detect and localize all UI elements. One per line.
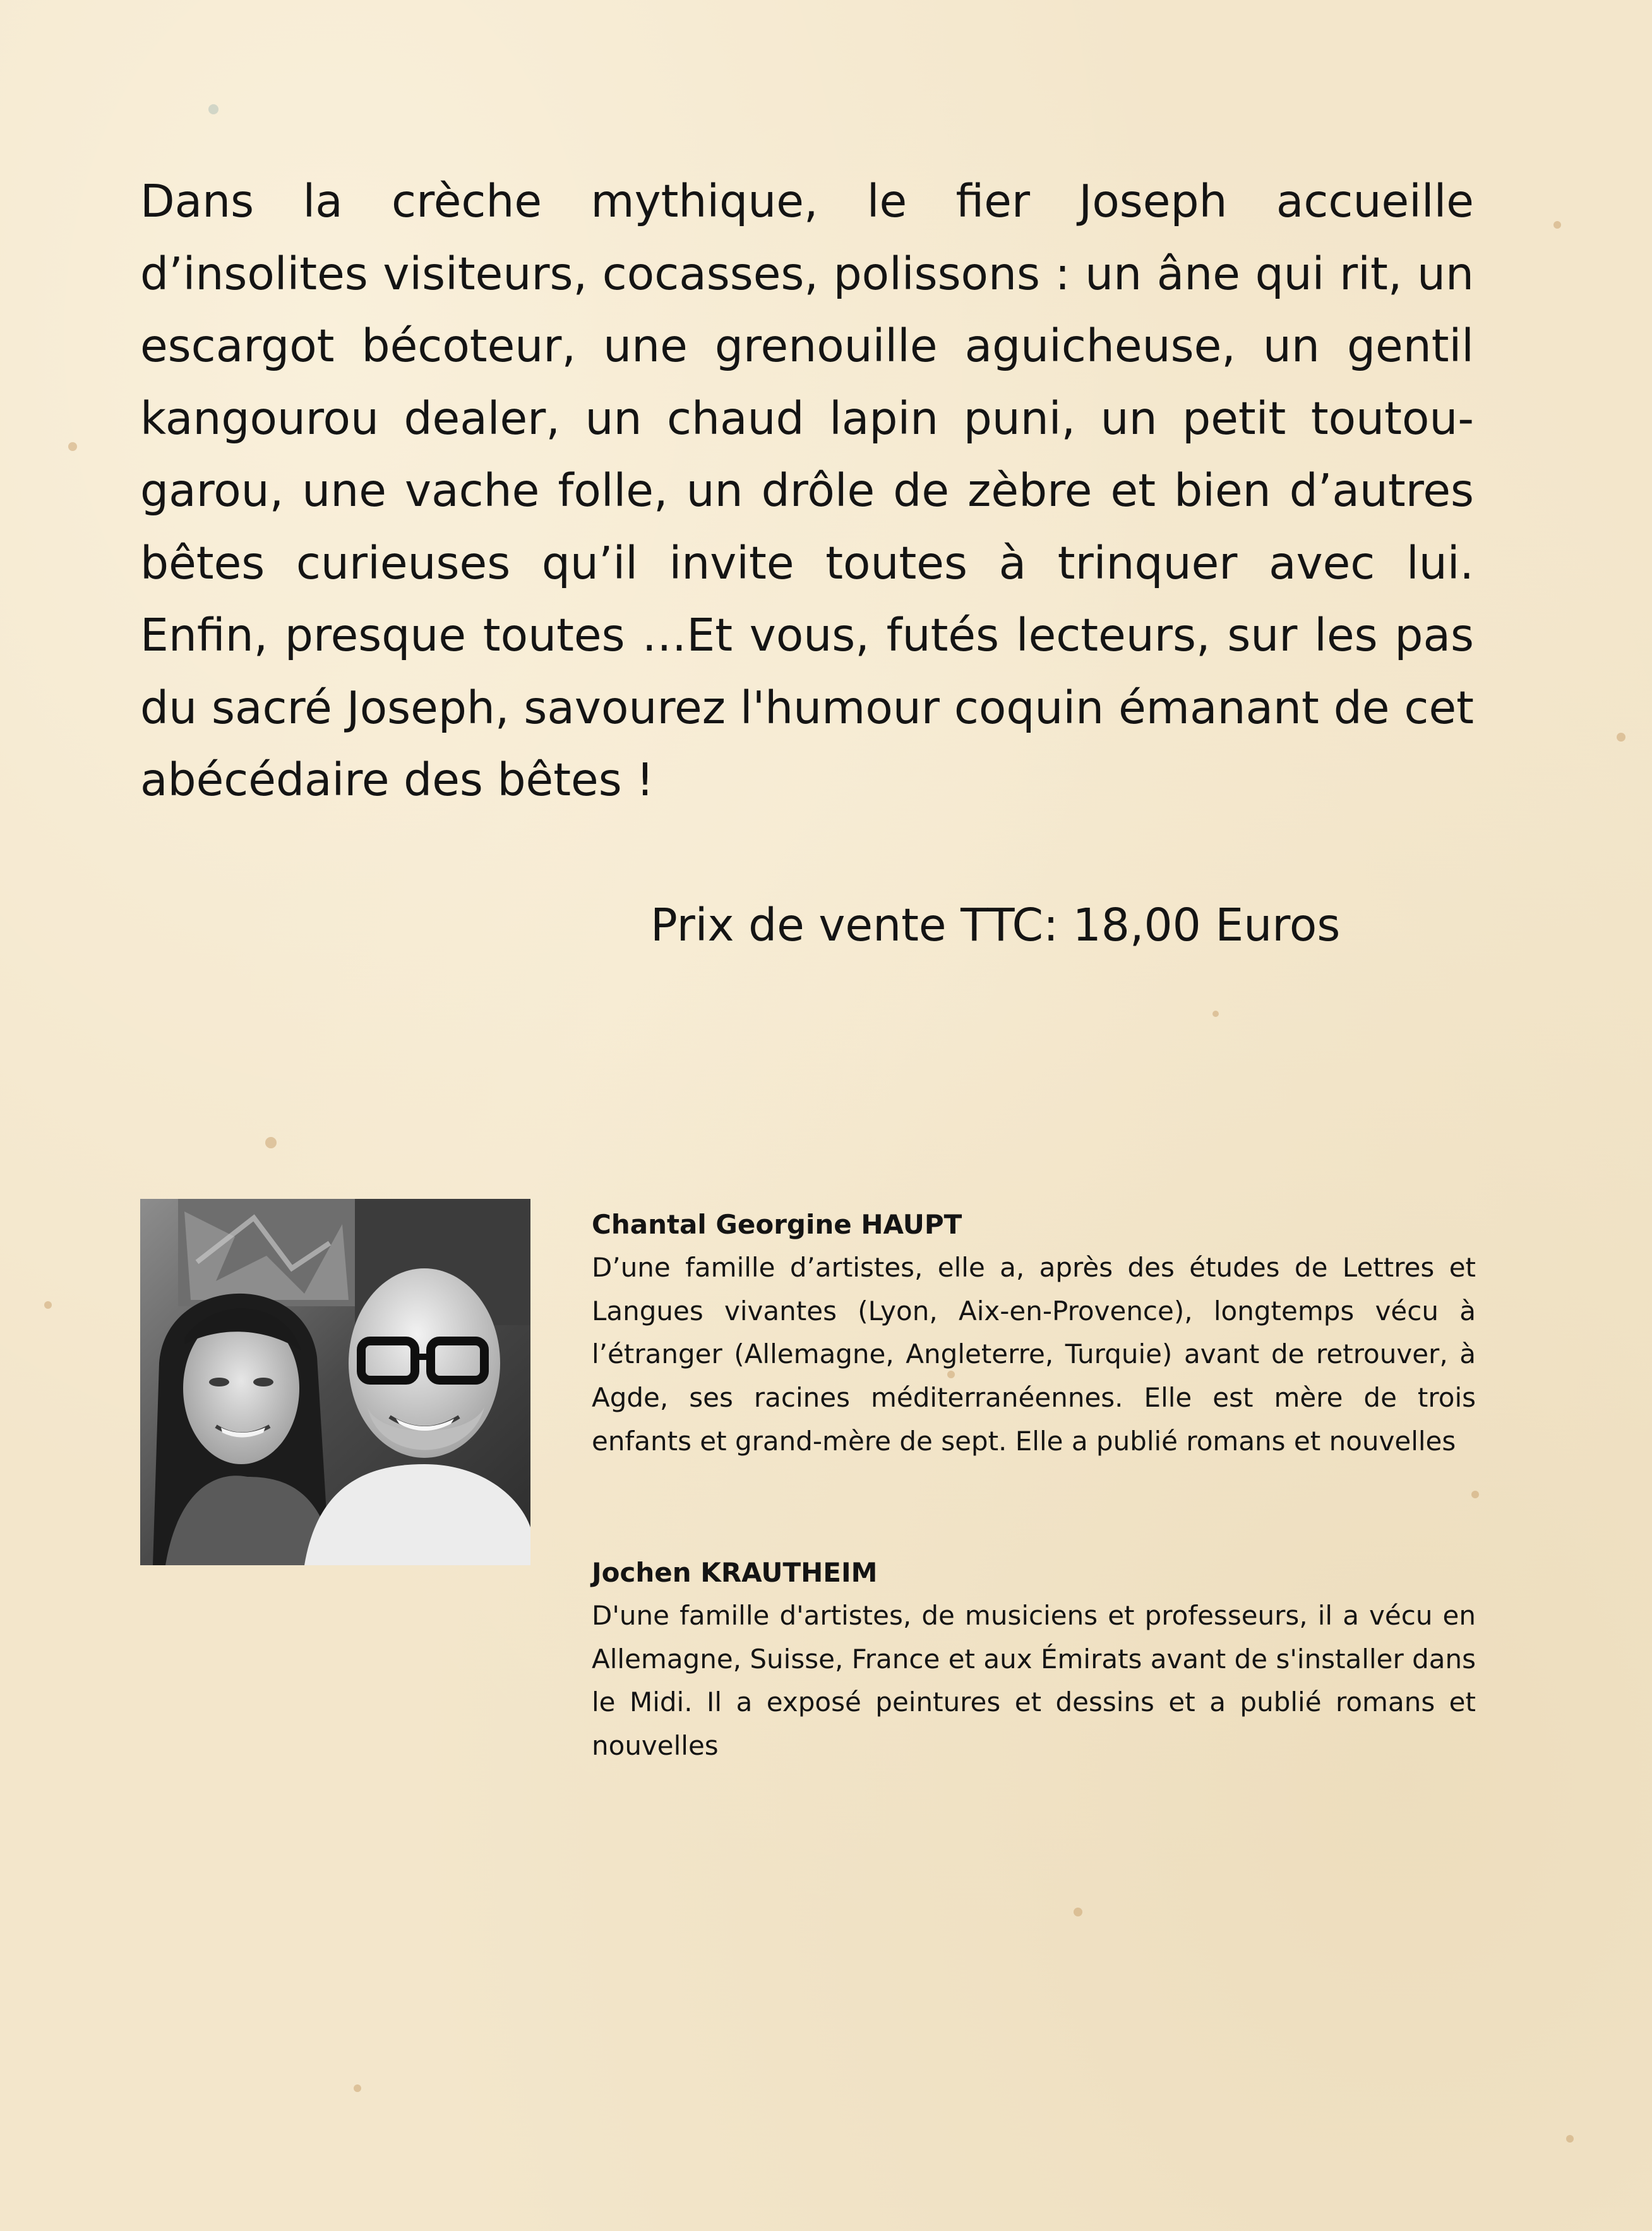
author-bio-haupt <box>592 1203 1476 1464</box>
author-name: Chantal Georgine HAUPT <box>592 1209 962 1240</box>
author-bio-krautheim <box>592 1551 1476 1768</box>
price-label: Prix de vente TTC: 18,00 Euros <box>650 899 1341 951</box>
paper-speck <box>265 1137 277 1148</box>
paper-speck <box>208 104 218 114</box>
author-name: Jochen KRAUTHEIM <box>592 1557 878 1588</box>
paper-speck <box>354 2084 361 2092</box>
authors-photo <box>140 1199 530 1565</box>
paper-speck <box>1212 1011 1219 1017</box>
book-blurb: Dans la crèche mythique, le fier Joseph accueille d’insolites visiteurs, cocasses, polissons : un âne qui rit, un escargot bécoteur, une grenouille aguicheuse, un gentil kangourou dealer, un chaud lapin puni, un petit toutou-garou, une vache folle, un drôle de zèbre et bien d’autres bêtes curieuses qu’il invite toutes à trinquer avec lui. Enfin, presque toutes …Et vous, futés lecteurs, sur les pas du sacré Joseph, savourez l'humour coquin émanant de cet abécédaire des bêtes ! <box>140 175 1474 806</box>
paper-speck <box>1553 221 1561 229</box>
paper-speck <box>68 442 77 451</box>
author-bio-text: D’une famille d’artistes, elle a, après des études de Lettres et Langues vivantes (Lyon, Aix-en-Provence), longtemps vécu à l’étranger (Allemagne, Angleterre, Turquie) avant de retrouver, à Agde, ses racines méditerranéennes. Elle est mère de trois enfants et grand-mère de sept. Elle a publié romans et nouvelles <box>592 1252 1476 1457</box>
paper-speck <box>1617 733 1625 742</box>
paper-speck <box>1566 2135 1574 2143</box>
paper-speck <box>1074 1908 1082 1916</box>
paper-speck <box>44 1301 52 1309</box>
author-bio-text: D'une famille d'artistes, de musiciens et professeurs, il a vécu en Allemagne, Suisse, France et aux Émirats avant de s'installer dans le Midi. Il a exposé peintures et dessins et a publié romans et nouvelles <box>592 1600 1476 1762</box>
paper-speck <box>1471 1491 1479 1498</box>
